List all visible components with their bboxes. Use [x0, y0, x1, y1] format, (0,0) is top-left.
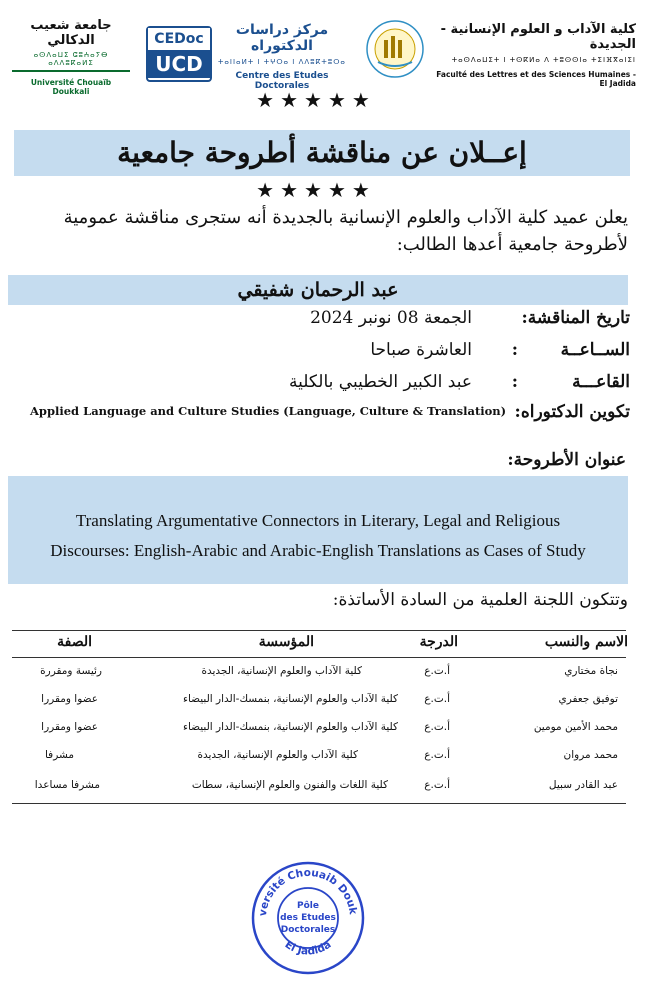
official-stamp [250, 860, 366, 976]
doctoral-program-label: تكوين الدكتوراه: [514, 402, 630, 422]
university-logo [12, 18, 130, 96]
cedoc-logo-bottom: UCD [148, 50, 210, 78]
member-name: نجاة مختاري [564, 665, 618, 677]
defense-date-row [0, 308, 650, 334]
university-name-ar: جامعة شعيب الدكالي [30, 18, 112, 48]
defense-time-colon: : [511, 340, 518, 360]
faculty-name-fr: Faculté des Lettres et des Sciences Humaines - El Jadida [436, 70, 636, 88]
header-institution: المؤسسة [258, 634, 314, 650]
intro-line-2: لأطروحة جامعية أعدها الطالب: [396, 234, 628, 255]
member-grade: أ.ت.ع [424, 779, 450, 791]
member-institution: كلية الآداب والعلوم الإنسانية، الجديدة [197, 749, 358, 761]
thesis-title-line-1: Translating Argumentative Connectors in Literary, Legal and Religious [75, 511, 561, 530]
member-grade: أ.ت.ع [424, 749, 450, 761]
stars-divider-top: ★★★★★ [256, 88, 376, 112]
stamp-outer-text: versité Chouaib Douk [256, 866, 359, 917]
thesis-title-line-2: Discourses: English-Arabic and Arabic-English Translations as Cases of Study [50, 541, 586, 560]
faculty-emblem-icon [364, 18, 426, 80]
member-grade: أ.ت.ع [424, 665, 450, 677]
member-name: توفيق جعفري [558, 693, 618, 705]
member-institution: كلية الآداب والعلوم الإنسانية، بنمسك-الدار البيضاء [183, 693, 398, 705]
cedoc-logo-top: CEDoc [148, 28, 210, 50]
doctoral-program-value: Applied Language and Culture Studies (Language, Culture & Translation) [30, 404, 507, 418]
member-role: مشرفا مساعدا [34, 779, 100, 791]
faculty-name-ar: كلية الآداب و العلوم الإنسانية - الجديدة [440, 22, 636, 52]
member-name: عبد القادر سبيل [548, 779, 618, 791]
announcement-intro [18, 204, 628, 258]
member-grade: أ.ت.ع [424, 693, 450, 705]
page-title: إعــلان عن مناقشة أطروحة جامعية [117, 136, 527, 169]
table-header-rule [12, 657, 626, 658]
university-logo-bar [12, 70, 130, 72]
defense-hall-row [0, 372, 650, 398]
thesis-title-band [8, 476, 628, 584]
defense-date-value: الجمعة 08 نونبر 2024 [310, 308, 472, 328]
defense-hall-colon: : [511, 372, 518, 392]
member-name: محمد الأمين مومين [533, 721, 618, 733]
title-band [14, 130, 630, 176]
committee-intro: وتتكون اللجنة العلمية من السادة الأساتذة: [332, 590, 628, 610]
intro-line-1: يعلن عميد كلية الآداب والعلوم الإنسانية بالجديدة أنه ستجرى مناقشة عمومية [63, 207, 628, 228]
defense-hall-value: عبد الكبير الخطيبي بالكلية [289, 372, 472, 392]
defense-time-row [0, 340, 650, 366]
stamp-bottom-text: El Jadida [282, 938, 334, 958]
member-institution: كلية اللغات والفنون والعلوم الإنسانية، سطات [191, 779, 388, 791]
stamp-inner-line-1: Pôle [297, 901, 319, 911]
candidate-band [8, 275, 628, 305]
centre-name-ar: مركز دراسات الدكتوراه [235, 22, 329, 54]
defense-date-label: تاريخ المناقشة: [521, 308, 630, 328]
centre-name-tifinagh: ⵜⴰⵏⵏⴰⵍⵜ ⵏ ⵜⵖⵔⴰ ⵏ ⴷⴷⵓⴽⵜⵓⵔⴰ [218, 58, 346, 66]
stamp-inner-line-2: des Etudes [280, 913, 336, 923]
doctoral-centre-logo [212, 22, 352, 91]
table-bottom-rule [12, 803, 626, 804]
table-top-rule [12, 630, 626, 631]
member-role: عضوا ومقررا [41, 721, 98, 733]
candidate-name: عبد الرحمان شفيقي [237, 279, 399, 301]
member-role: عضوا ومقررا [41, 693, 98, 705]
cedoc-logo [146, 26, 212, 82]
stars-divider-bottom: ★★★★★ [256, 178, 376, 202]
member-role: مشرفا [44, 749, 74, 761]
header-name: الاسم والنسب [544, 634, 628, 650]
header-grade: الدرجة [419, 634, 458, 650]
thesis-title-label: عنوان الأطروحة: [507, 450, 626, 470]
defense-time-label: الســاعــة [560, 340, 630, 360]
defense-hall-label: القاعـــة [572, 372, 630, 392]
defense-time-value: العاشرة صباحا [370, 340, 472, 360]
member-grade: أ.ت.ع [424, 721, 450, 733]
header-role: الصفة [57, 634, 92, 650]
member-institution: كلية الآداب والعلوم الإنسانية، بنمسك-الدار البيضاء [183, 721, 398, 733]
faculty-name-tifinagh: ⵜⴰⵙⴷⴰⵡⵉⵜ ⵏ ⵜⵙⴽⵍⴰ ⴷ ⵜⵓⵙⵙⵏⴰ ⵜⵉⵏⴼⴳⴰⵏⵉⵏ [451, 56, 636, 64]
centre-name-fr: Centre des Etudes Doctorales [235, 71, 329, 91]
member-institution: كلية الآداب والعلوم الإنسانية، الجديدة [201, 665, 362, 677]
member-role: رئيسة ومقررة [40, 665, 102, 677]
stamp-inner-line-3: Doctorales [280, 925, 336, 935]
university-name-fr: Université Chouaïb Doukkali [30, 78, 112, 96]
thesis-title [8, 506, 628, 566]
university-name-tifinagh: ⴰⵙⴷⴰⵡⵉ ⵛⵓⵄⴰⵢⴱ ⴰⴷⴷⵓⴽⴰⵍⵉ [33, 51, 109, 67]
member-name: محمد مروان [563, 749, 618, 761]
faculty-logo [426, 22, 636, 88]
